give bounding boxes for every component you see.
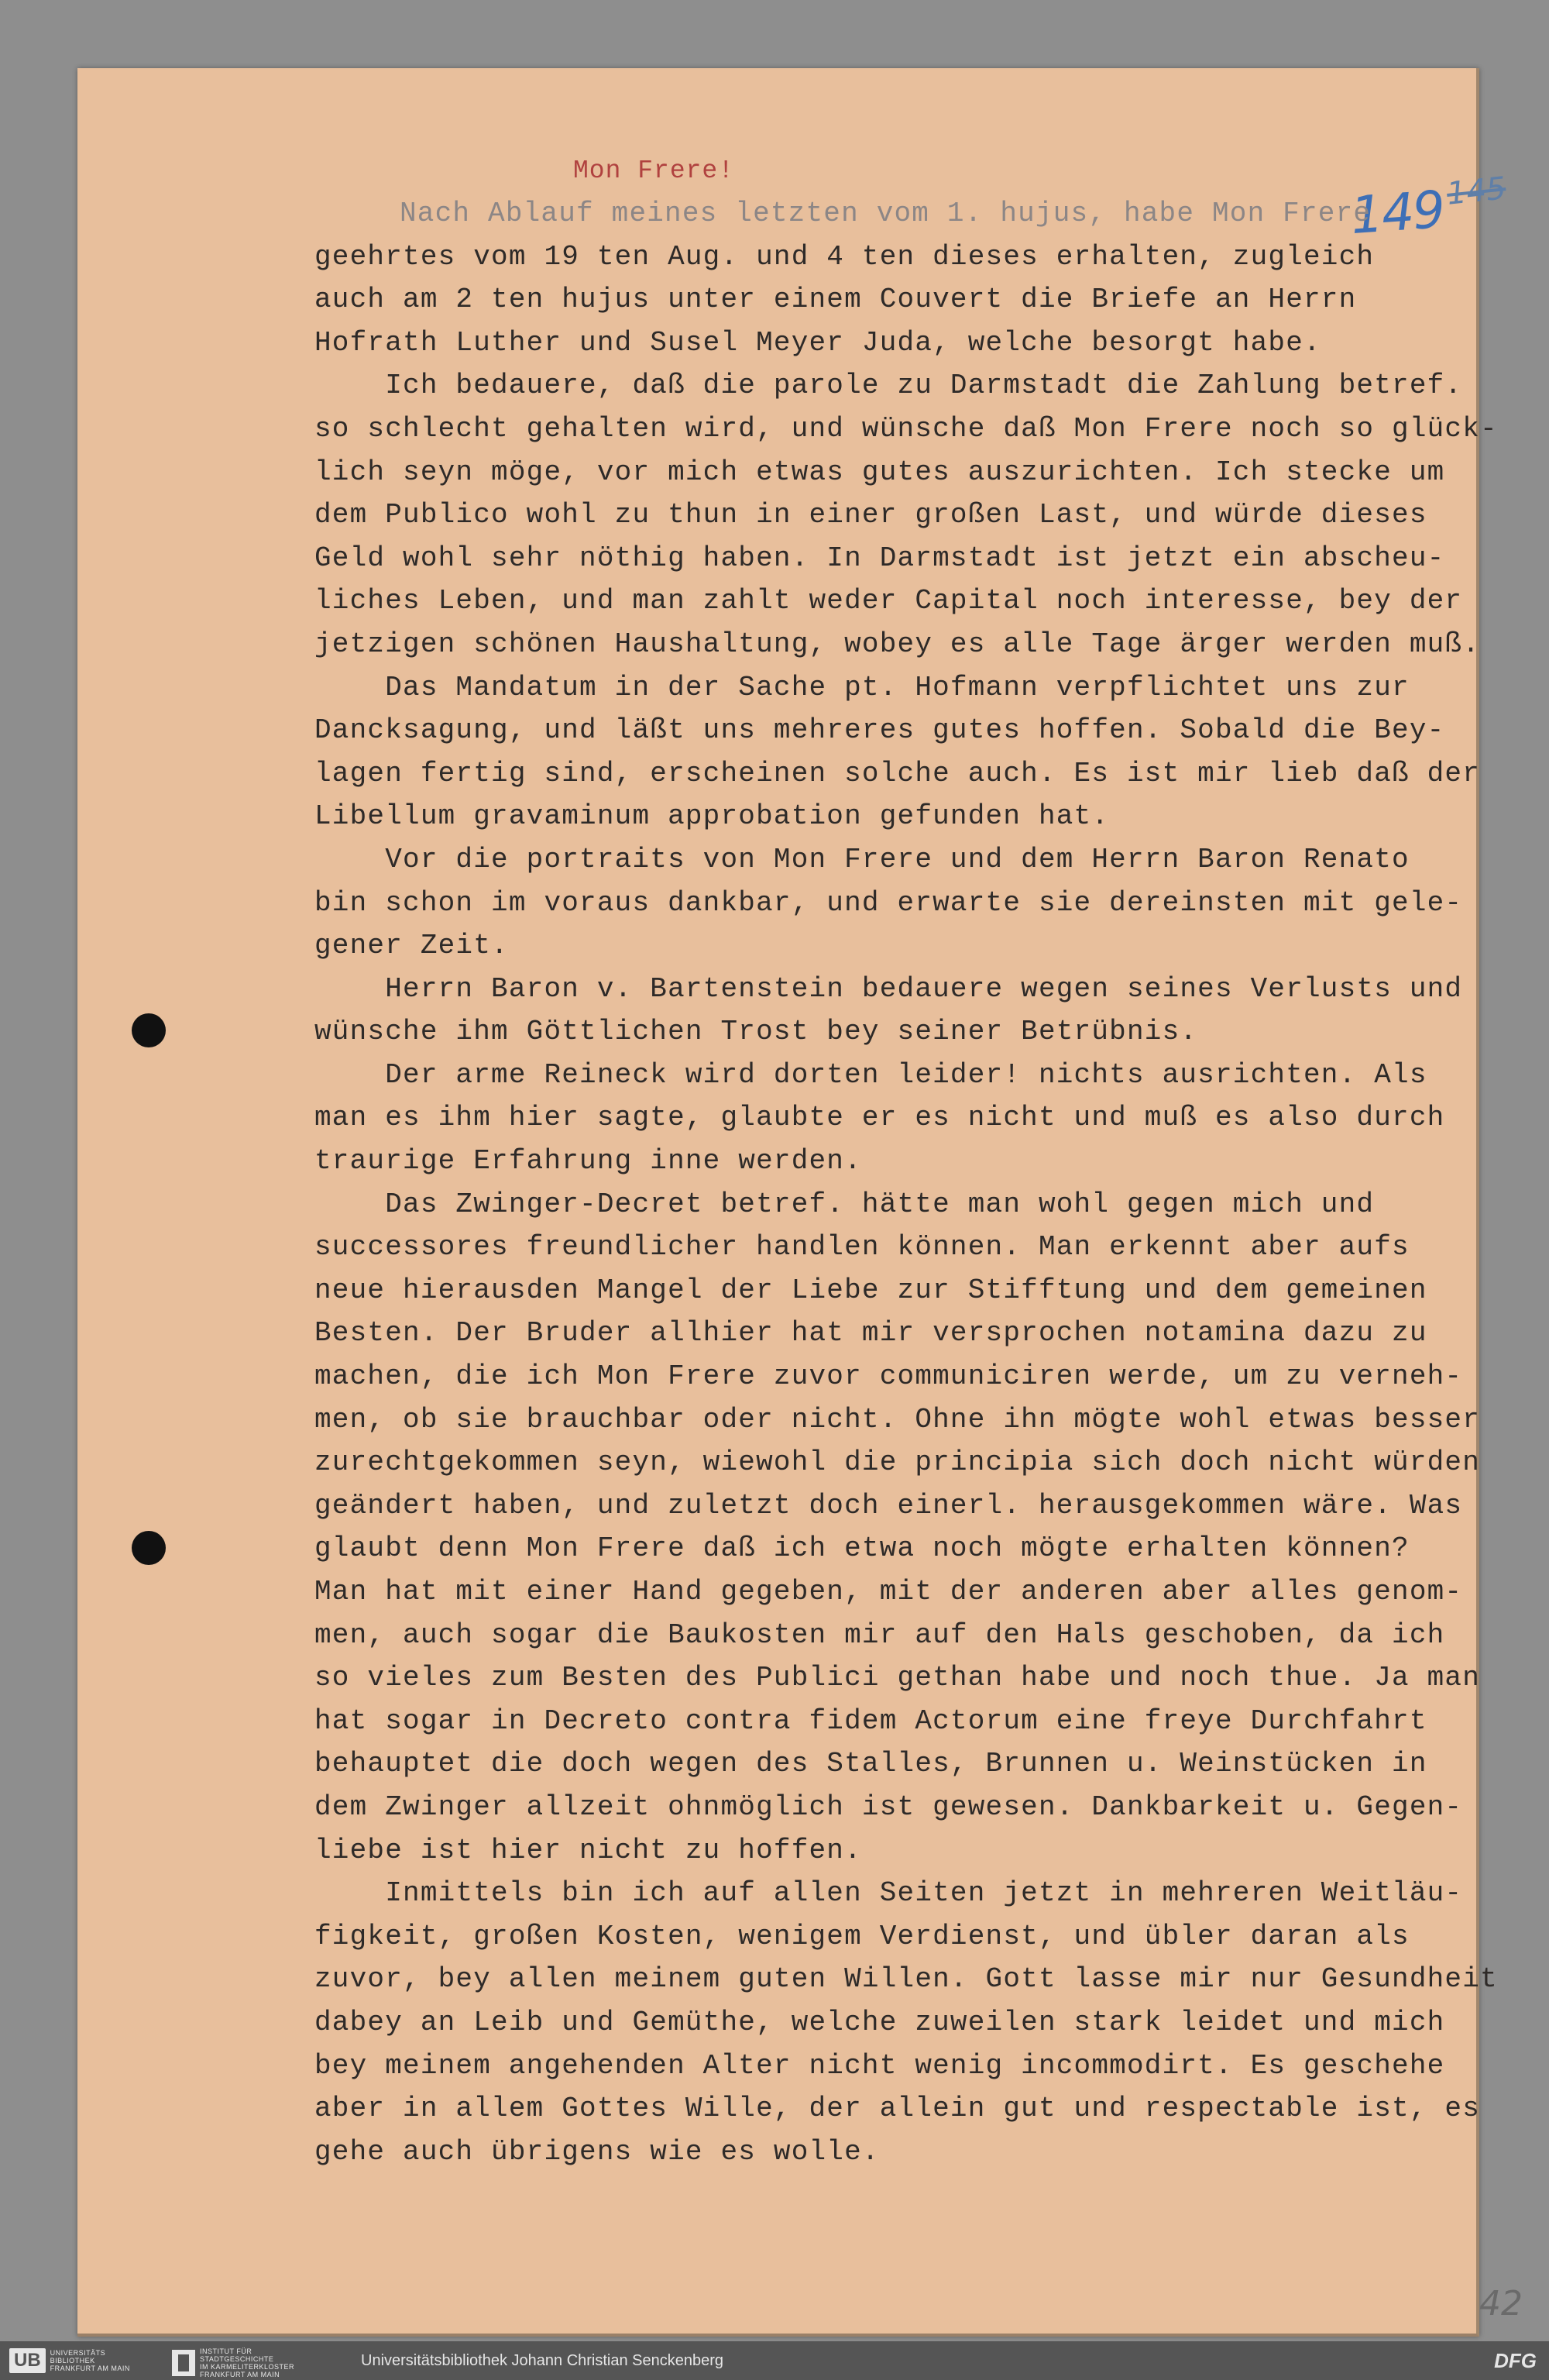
letter-line: Man hat mit einer Hand gegeben, mit der anderen aber alles genom-: [314, 1576, 1463, 1608]
letter-line: neue hierausden Mangel der Liebe zur Stifftung und dem gemeinen: [314, 1274, 1427, 1306]
institute-mark-icon: [172, 2350, 195, 2376]
letter-line: aber in allem Gottes Wille, der allein gut und respectable ist, es: [314, 2093, 1481, 2125]
letter-line: jetzigen schönen Haushaltung, wobey es alle Tage ärger werden muß.: [314, 628, 1481, 660]
letter-line: zurechtgekommen seyn, wiewohl die principia sich doch nicht würden: [314, 1446, 1481, 1479]
letter-body: [314, 192, 1498, 2173]
letter-line: Ich bedauere, daß die parole zu Darmstadt die Zahlung betref.: [314, 370, 1463, 402]
letter-line: gener Zeit.: [314, 930, 509, 962]
letter-line: Geld wohl sehr nöthig haben. In Darmstadt ist jetzt ein abscheu-: [314, 542, 1445, 574]
letter-line: behauptet die doch wegen des Stalles, Brunnen u. Weinstücken in: [314, 1748, 1427, 1780]
letter-line: wünsche ihm Göttlichen Trost bey seiner Betrübnis.: [314, 1016, 1198, 1048]
letter-line: zuvor, bey allen meinem guten Willen. Gott lasse mir nur Gesundheit: [314, 1963, 1498, 1996]
letter-line: gehe auch übrigens wie es wolle.: [314, 2135, 880, 2168]
letter-salutation: Mon Frere!: [573, 156, 735, 185]
letter-line: bin schon im voraus dankbar, und erwarte sie dereinsten mit gele-: [314, 886, 1463, 919]
letter-line: hat sogar in Decreto contra fidem Actorum eine freye Durchfahrt: [314, 1704, 1427, 1737]
letter-line: so vieles zum Besten des Publici gethan habe und noch thue. Ja man: [314, 1662, 1481, 1694]
letter-line: Besten. Der Bruder allhier hat mir versprochen notamina dazu zu: [314, 1317, 1427, 1350]
letter-line: machen, die ich Mon Frere zuvor communiciren werde, um zu verneh-: [314, 1360, 1463, 1393]
letter-line: Hofrath Luther und Susel Meyer Juda, welche besorgt habe.: [314, 326, 1321, 359]
letter-line: Inmittels bin ich auf allen Seiten jetzt in mehreren Weitläu-: [314, 1877, 1463, 1910]
punch-hole-icon: [132, 1013, 166, 1047]
letter-line: Nach Ablauf meines letzten vom 1. hujus, habe Mon Frere: [400, 198, 1372, 229]
letter-line: dem Zwinger allzeit ohnmöglich ist gewesen. Dankbarkeit u. Gegen-: [314, 1790, 1463, 1823]
letter-line: lich seyn möge, vor mich etwas gutes auszurichten. Ich stecke um: [314, 456, 1445, 488]
letter-line: figkeit, großen Kosten, wenigem Verdienst, und übler daran als: [314, 1920, 1410, 1952]
footer-bar: [0, 2341, 1549, 2380]
letter-line: man es ihm hier sagte, glaubte er es nicht und muß es also durch: [314, 1102, 1445, 1134]
letter-line: geändert haben, und zuletzt doch einerl. herausgekommen wäre. Was: [314, 1489, 1463, 1522]
letter-line: dabey an Leib und Gemüthe, welche zuweilen stark leidet und mich: [314, 2006, 1445, 2038]
letter-line: bey meinem angehenden Alter nicht wenig incommodirt. Es geschehe: [314, 2049, 1445, 2082]
ub-mark: UB: [9, 2348, 46, 2373]
letter-line: auch am 2 ten hujus unter einem Couvert die Briefe an Herrn: [314, 284, 1357, 316]
letter-line: Libellum gravaminum approbation gefunden hat.: [314, 800, 1110, 833]
folio-number: 149: [1348, 179, 1446, 246]
institute-logo[interactable]: [172, 2347, 294, 2378]
ub-logo[interactable]: [9, 2347, 130, 2374]
punch-hole-icon: [132, 1531, 166, 1565]
letter-line: so schlecht gehalten wird, und wünsche daß Mon Frere noch so glück-: [314, 412, 1498, 445]
dfg-logo[interactable]: DFG: [1494, 2349, 1537, 2372]
letter-line: traurige Erfahrung inne werden.: [314, 1145, 862, 1178]
bottom-folio-number: 42: [1479, 2284, 1523, 2323]
letter-line: dem Publico wohl zu thun in einer großen Last, und würde dieses: [314, 499, 1427, 531]
letter-line: Dancksagung, und läßt uns mehreres gutes hoffen. Sobald die Bey-: [314, 714, 1445, 747]
ub-logo-text: UNIVERSITÄTS BIBLIOTHEK FRANKFURT AM MAIN: [50, 2349, 130, 2372]
letter-line: Der arme Reineck wird dorten leider! nichts ausrichten. Als: [314, 1058, 1427, 1091]
letter-line: Das Mandatum in der Sache pt. Hofmann verpflichtet uns zur: [314, 671, 1410, 703]
library-name: Universitätsbibliothek Johann Christian Senckenberg: [361, 2352, 724, 2369]
letter-line: glaubt denn Mon Frere daß ich etwa noch mögte erhalten können?: [314, 1532, 1410, 1565]
letter-line: men, ob sie brauchbar oder nicht. Ohne ihn mögte wohl etwas besser: [314, 1403, 1481, 1436]
letter-line: liebe ist hier nicht zu hoffen.: [314, 1834, 862, 1866]
letter-line: Das Zwinger-Decret betref. hätte man wohl gegen mich und: [314, 1188, 1375, 1220]
letter-line: Vor die portraits von Mon Frere und dem Herrn Baron Renato: [314, 843, 1410, 875]
old-folio-number: 145: [1444, 170, 1508, 212]
letter-line: men, auch sogar die Baukosten mir auf den Hals geschoben, da ich: [314, 1618, 1445, 1651]
letter-line: liches Leben, und man zahlt weder Capital noch interesse, bey der: [314, 585, 1463, 617]
letter-line: successores freundlicher handlen können. Man erkennt aber aufs: [314, 1231, 1410, 1264]
letter-line: Herrn Baron v. Bartenstein bedauere wegen seines Verlusts und: [314, 972, 1463, 1005]
institute-logo-text: INSTITUT FÜR STADTGESCHICHTE IM KARMELITERKLOSTER FRANKFURT AM MAIN: [200, 2347, 295, 2378]
letter-line: lagen fertig sind, erscheinen solche auch. Es ist mir lieb daß der: [314, 757, 1481, 789]
letter-line: geehrtes vom 19 ten Aug. und 4 ten dieses erhalten, zugleich: [314, 240, 1375, 273]
